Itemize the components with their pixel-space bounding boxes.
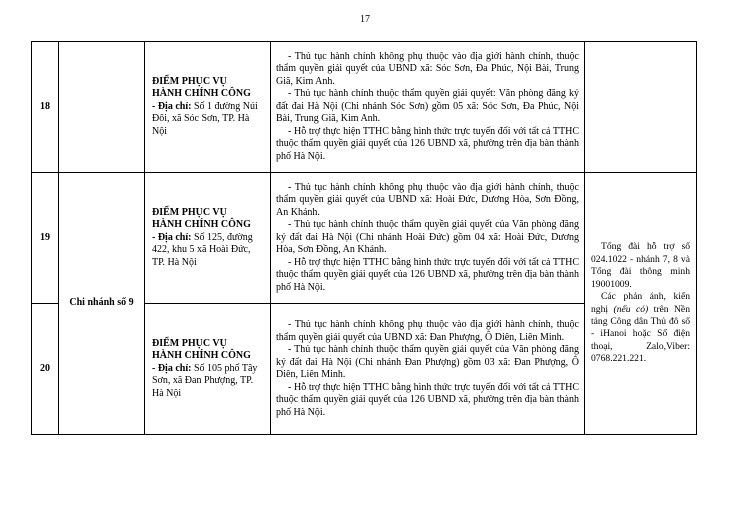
location-title-line1: ĐIỂM PHỤC VỤ xyxy=(152,337,227,349)
feedback-text xyxy=(591,291,690,365)
branch-name: Chi nhánh số 9 xyxy=(59,173,145,435)
procedure-item: - Thủ tục hành chính thuộc thẩm quyền giải quyết của Văn phòng đăng ký đất đai Hà Nội (Chi nhánh Đan Phượng) gồm 03 xã: Đan Phượng, Ô Diên, Liên Minh. xyxy=(276,344,579,380)
procedure-item: - Thủ tục hành chính không phụ thuộc vào địa giới hành chính, thuộc thẩm quyền giải quyết của UBND xã: Hoài Đức, Dương Hòa, Sơn Đồng, An Khánh. xyxy=(276,181,579,218)
location-cell xyxy=(145,304,271,435)
row-number: 20 xyxy=(32,304,59,435)
address-text: Số 1 đường Núi Đôi, xã Sóc Sơn, TP. Hà Nội xyxy=(152,100,258,137)
table-row xyxy=(32,42,697,173)
location-cell xyxy=(145,173,271,304)
procedures-cell xyxy=(271,304,585,435)
location-cell xyxy=(145,42,271,173)
location-title-line2: HÀNH CHÍNH CÔNG xyxy=(152,219,251,231)
branch-cell-empty xyxy=(59,42,145,173)
procedures-cell xyxy=(271,42,585,173)
procedure-item: - Hỗ trợ thực hiện TTHC bằng hình thức trực tuyến đối với tất cả TTHC thuộc thẩm quyền giải quyết của 126 UBND xã, phường trên địa bàn thành phố Hà Nội. xyxy=(276,381,579,418)
row-number: 19 xyxy=(32,173,59,304)
address-label: - Địa chỉ: xyxy=(152,100,192,112)
feedback-text-part: Các phản ánh, kiến nghị xyxy=(591,291,690,315)
row-number: 18 xyxy=(32,42,59,173)
location-address xyxy=(152,363,265,401)
contact-cell xyxy=(585,173,697,435)
address-label: - Địa chỉ: xyxy=(152,362,192,374)
contact-cell-empty xyxy=(585,42,697,173)
address-text: Số 105 phố Tây Sơn, xã Đan Phượng, TP. Hà Nội xyxy=(152,362,258,399)
location-title-line2: HÀNH CHÍNH CÔNG xyxy=(152,88,251,100)
service-points-table xyxy=(31,41,697,435)
procedure-item: - Thủ tục hành chính thuộc thẩm quyền giải quyết: Văn phòng đăng ký đất đai Hà Nội (Chi nhánh Sóc Sơn) gồm 05 xã: Sóc Sơn, Đa Phúc, Nội Bài, Trung Giã, Kim Anh. xyxy=(276,88,579,125)
table-row xyxy=(32,173,697,304)
location-address xyxy=(152,232,265,270)
page-number: 17 xyxy=(360,14,370,25)
procedure-item: - Thủ tục hành chính không phụ thuộc vào địa giới hành chính, thuộc thẩm quyền giải quyết của UBND xã: Sóc Sơn, Đa Phúc, Nội Bài, Trung Giã, Kim Anh. xyxy=(276,50,579,87)
feedback-text-part: trên Nền tảng Công dân Thủ đô số - iHanoi hoặc Số điện thoại, Zalo,Viber: 0768.221.221. xyxy=(591,303,690,365)
location-title-line1: ĐIỂM PHỤC VỤ xyxy=(152,75,227,87)
procedures-cell xyxy=(271,173,585,304)
address-label: - Địa chỉ: xyxy=(152,231,192,243)
hotline-text: Tổng đài hỗ trợ số 024.1022 - nhánh 7, 8 và Tổng đài thông minh 19001009. xyxy=(591,241,690,290)
location-title-line2: HÀNH CHÍNH CÔNG xyxy=(152,350,251,362)
feedback-text-italic: (nếu có) xyxy=(613,303,649,315)
address-text: Số 125, đường 422, khu 5 xã Hoài Đức, TP. Hà Nội xyxy=(152,231,253,268)
procedure-item: - Hỗ trợ thực hiện TTHC bằng hình thức trực tuyến đối với tất cả TTHC thuộc thẩm quyền giải quyết của 126 UBND xã, phường trên địa bàn thành phố Hà Nội. xyxy=(276,256,579,293)
procedure-item: - Thủ tục hành chính không phụ thuộc vào địa giới hành chính, thuộc thẩm quyền giải quyết của UBND xã: Đan Phượng, Ô Diên, Liên Minh. xyxy=(276,319,579,343)
location-title-line1: ĐIỂM PHỤC VỤ xyxy=(152,206,227,218)
procedure-item: - Thủ tục hành chính thuộc thẩm quyền giải quyết của Văn phòng đăng ký đất đai Hà Nội (Chi nhánh Hoài Đức) gồm 04 xã: Hoài Đức, Dương Hòa, Sơn Đồng, An Khánh. xyxy=(276,219,579,256)
procedure-item: - Hỗ trợ thực hiện TTHC bằng hình thức trực tuyến đối với tất cả TTHC thuộc thẩm quyền giải quyết của 126 UBND xã, phường trên địa bàn thành phố Hà Nội. xyxy=(276,125,579,162)
location-address xyxy=(152,101,265,139)
